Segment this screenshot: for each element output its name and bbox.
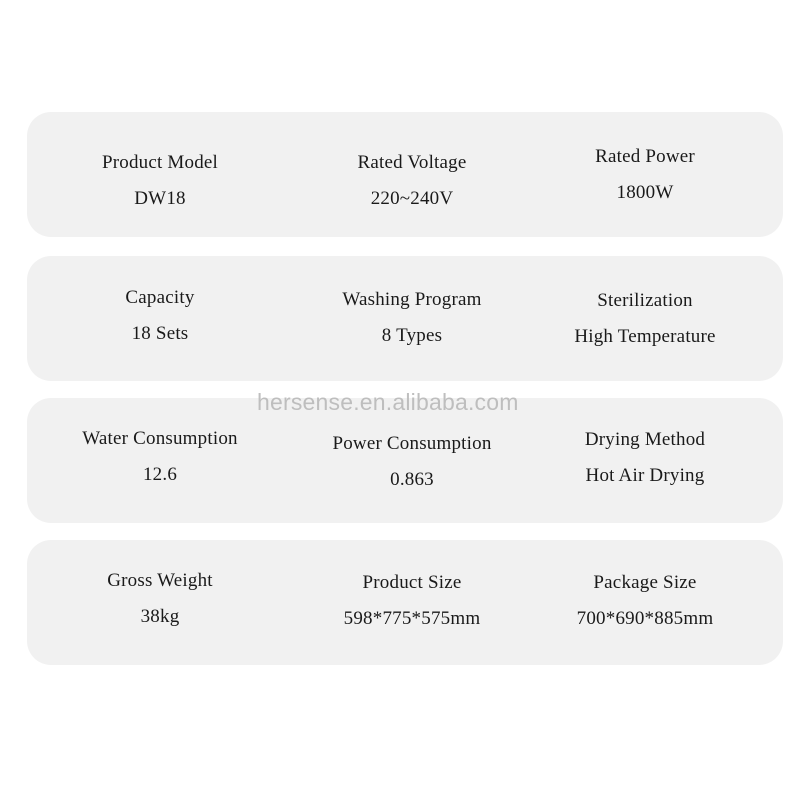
spec-value: 38kg xyxy=(140,606,180,627)
spec-panel-row-3 xyxy=(27,398,783,523)
spec-value: 1800W xyxy=(616,182,674,203)
spec-cell-rated-power xyxy=(520,146,770,204)
spec-value: 18 Sets xyxy=(131,323,189,344)
spec-value: 8 Types xyxy=(381,325,443,346)
spec-label: Washing Program xyxy=(342,289,482,310)
spec-value: Hot Air Drying xyxy=(585,465,705,486)
spec-label: Capacity xyxy=(125,287,195,308)
spec-label: Gross Weight xyxy=(107,570,213,591)
spec-value: 598*775*575mm xyxy=(343,608,481,629)
spec-label: Rated Voltage xyxy=(357,152,467,173)
spec-label: Sterilization xyxy=(597,290,693,311)
spec-cell-rated-voltage xyxy=(287,152,537,210)
spec-cell-package-size xyxy=(520,572,770,630)
spec-value: 12.6 xyxy=(142,464,178,485)
spec-value: 700*690*885mm xyxy=(576,608,714,629)
spec-label: Drying Method xyxy=(584,429,706,450)
spec-panel-row-2 xyxy=(27,256,783,381)
spec-value: 0.863 xyxy=(390,469,434,490)
spec-cell-gross-weight xyxy=(35,570,285,628)
spec-cell-capacity xyxy=(35,287,285,345)
spec-value: High Temperature xyxy=(574,326,716,347)
spec-cell-drying-method xyxy=(520,429,770,487)
spec-cell-washing-program xyxy=(287,289,537,347)
spec-panel-row-4 xyxy=(27,540,783,665)
spec-label: Water Consumption xyxy=(82,428,238,449)
spec-value: 220~240V xyxy=(370,188,454,209)
spec-cell-power-consumption xyxy=(287,433,537,491)
spec-label: Package Size xyxy=(593,572,697,593)
spec-panel-row-1 xyxy=(27,112,783,237)
spec-cell-product-model xyxy=(35,152,285,210)
spec-cell-water-consumption xyxy=(35,428,285,486)
spec-label: Rated Power xyxy=(595,146,695,167)
spec-label: Product Model xyxy=(101,152,219,173)
spec-cell-sterilization xyxy=(520,290,770,348)
spec-label: Power Consumption xyxy=(332,433,492,454)
spec-value: DW18 xyxy=(134,188,186,209)
watermark: hersense.en.alibaba.com xyxy=(257,389,519,415)
spec-label: Product Size xyxy=(362,572,462,593)
spec-cell-product-size xyxy=(287,572,537,630)
